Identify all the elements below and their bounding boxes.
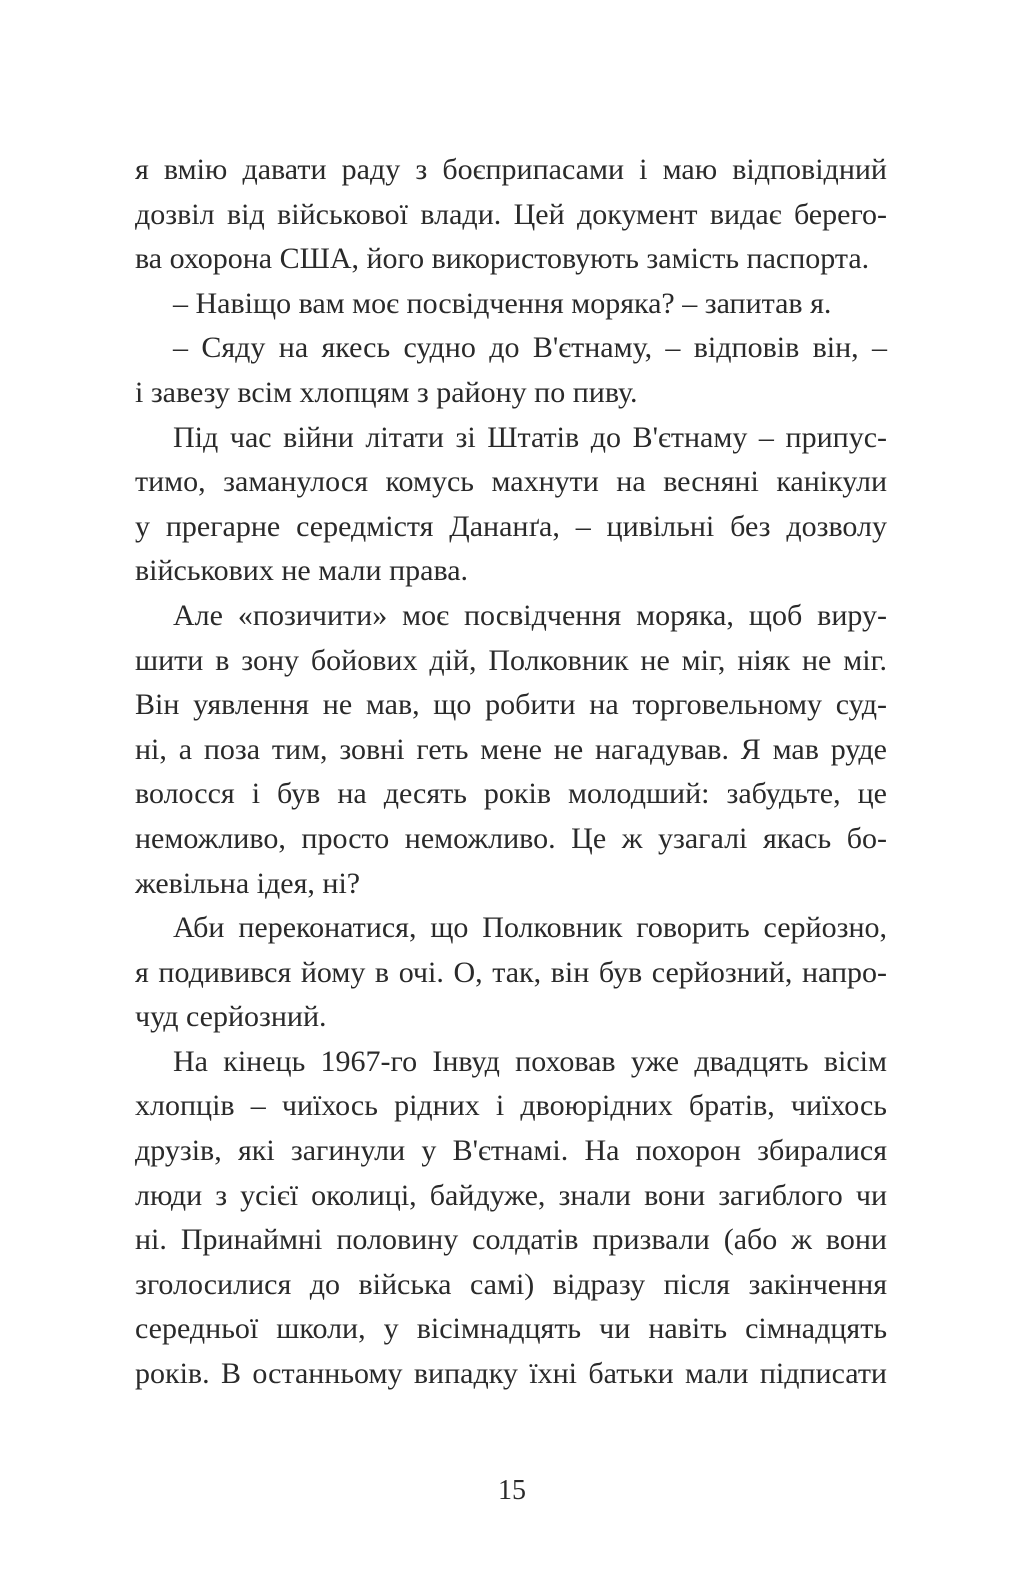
page-body-text — [135, 148, 887, 1397]
text-line: шити в зону бойових дій, Полковник не міг, ніяк не міг. — [135, 643, 887, 677]
text-line: років. В останньому випадку їхні батьки мали підписати — [135, 1357, 887, 1391]
text-line: На кінець 1967-го Інвуд поховав уже двадцять вісім — [173, 1044, 887, 1078]
text-line: я подивився йому в очі. О, так, він був серйозний, напро- — [135, 955, 887, 989]
text-line: я вмію давати раду з боєприпасами і маю відповідний — [135, 153, 887, 186]
text-line: жевільна ідея, ні? — [135, 866, 361, 900]
text-line: Але «позичити» моє посвідчення моряка, щоб виру- — [173, 598, 887, 632]
page-number: 15 — [498, 1475, 526, 1506]
text-line: дозвіл від військової влади. Цей документ видає берего- — [135, 197, 887, 231]
text-line: тимо, заманулося комусь махнути на весняні канікули — [135, 465, 887, 499]
text-line: друзів, які загинули у В'єтнамі. На похорон збиралися — [135, 1134, 887, 1168]
text-line: у прегарне середмістя Дананґа, – цивільні без дозволу — [135, 509, 887, 543]
text-line: чуд серйозний. — [135, 1000, 327, 1034]
text-line: Аби переконатися, що Полковник говорить серйозно, — [173, 911, 887, 945]
text-line: і завезу всім хлопцям з району по пиву. — [135, 375, 638, 409]
text-line: ні. Принаймні половину солдатів призвали (або ж вони — [135, 1223, 887, 1257]
text-line: зголосилися до війська самі) відразу після закінчення — [135, 1267, 887, 1301]
text-line: ні, а поза тим, зовні геть мене не нагадував. Я мав руде — [135, 732, 887, 766]
text-line: Він уявлення не мав, що робити на торговельному суд- — [135, 688, 887, 722]
text-line: – Навіщо вам моє посвідчення моряка? – запитав я. — [173, 286, 832, 320]
text-line: ва охорона США, його використовують замість паспорта. — [135, 242, 870, 276]
text-line: люди з усієї околиці, байдуже, знали вони загиблого чи — [135, 1178, 887, 1212]
text-line: волосся і був на десять років молодший: забудьте, це — [135, 777, 887, 811]
text-line: неможливо, просто неможливо. Це ж узагалі якась бо- — [135, 821, 887, 855]
text-line: військових не мали права. — [135, 554, 469, 588]
text-line: Під час війни літати зі Штатів до В'єтнаму – припус- — [173, 420, 887, 454]
text-line: хлопців – чиїхось рідних і двоюрідних братів, чиїхось — [135, 1089, 887, 1123]
text-line: середньої школи, у вісімнадцять чи навіть сімнадцять — [135, 1312, 887, 1346]
text-line: – Сяду на якесь судно до В'єтнаму, – відповів він, – — [173, 331, 887, 365]
